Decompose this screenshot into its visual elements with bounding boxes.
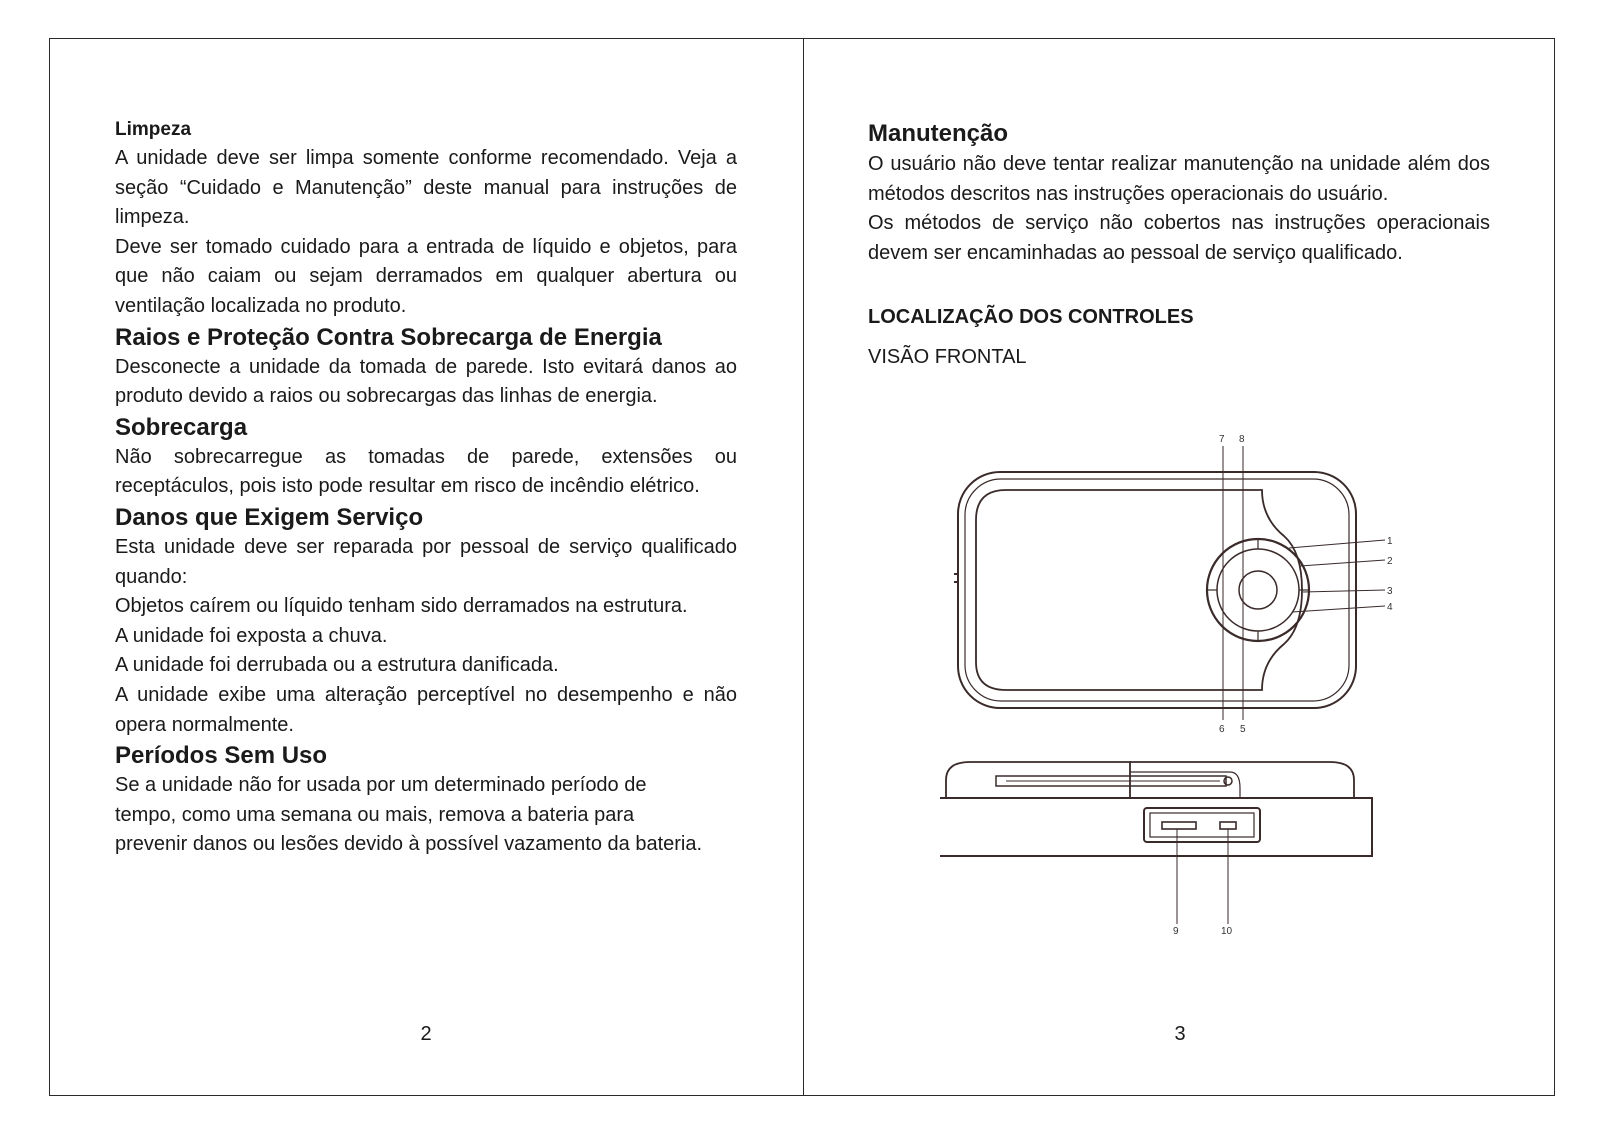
paragraph-limpeza-1: A unidade deve ser limpa somente conforme recomendado. Veja a seção “Cuidado e Manutenção” deste manual para instruções de limpeza. <box>115 147 737 229</box>
label-visao-frontal: VISÃO FRONTAL <box>868 346 1027 369</box>
paragraph-raios: Desconecte a unidade da tomada de parede. Isto evitará danos ao produto devido a raios ou sobrecargas das linhas de energia. <box>115 355 737 408</box>
paragraph-danos-5: A unidade exibe uma alteração perceptível no desempenho e não opera normalmente. <box>115 683 737 736</box>
callout-10: 10 <box>1221 926 1233 937</box>
page-3-content <box>868 112 1490 372</box>
device-screen-panel <box>976 490 1302 690</box>
control-dial-center <box>1239 571 1277 609</box>
page-2-content <box>115 112 737 860</box>
paragraph-manutencao-1: O usuário não deve tentar realizar manutenção na unidade além dos métodos descritos nas instruções operacionais do usuário. <box>868 153 1490 205</box>
device-top-view <box>940 762 1372 856</box>
paragraph-danos-2: Objetos caírem ou líquido tenham sido derramados na estrutura. <box>115 595 688 618</box>
paragraph-periodos: Se a unidade não for usada por um determinado período de tempo, como uma semana ou mais, remova a bateria para prevenir danos ou lesões devido à possível vazamento da bateria. <box>115 774 703 856</box>
paragraph-sobrecarga: Não sobrecarregue as tomadas de parede, extensões ou receptáculos, pois isto pode resultar em risco de incêndio elétrico. <box>115 445 737 498</box>
heading-manutencao: Manutenção <box>868 120 1009 147</box>
heading-raios: Raios e Proteção Contra Sobrecarga de Energia <box>115 323 662 351</box>
callout-5: 5 <box>1240 724 1246 735</box>
paragraph-danos-4: A unidade foi derrubada ou a estrutura danificada. <box>115 654 559 677</box>
page-divider <box>803 38 804 1096</box>
callout-4: 4 <box>1387 602 1393 613</box>
callout-6: 6 <box>1219 724 1225 735</box>
callout-3: 3 <box>1387 586 1393 597</box>
heading-sobrecarga: Sobrecarga <box>115 413 248 441</box>
paragraph-manutencao-2: Os métodos de serviço não cobertos nas instruções operacionais devem ser encaminhadas ao pessoal de serviço qualificado. <box>868 212 1490 264</box>
heading-limpeza: Limpeza <box>115 119 192 140</box>
control-dial-outer <box>1207 539 1309 641</box>
heading-localizacao-controles: LOCALIZAÇÃO DOS CONTROLES <box>868 306 1194 329</box>
heading-danos: Danos que Exigem Serviço <box>115 503 424 531</box>
page-number-left: 2 <box>420 1023 432 1045</box>
heading-periodos: Períodos Sem Uso <box>115 742 328 770</box>
callout-2: 2 <box>1387 556 1393 567</box>
paragraph-danos-1: Esta unidade deve ser reparada por pessoal de serviço qualificado quando: <box>115 535 737 588</box>
device-front-body <box>958 472 1356 708</box>
port-9 <box>1162 822 1196 829</box>
page-number-right: 3 <box>1174 1023 1186 1045</box>
device-diagram <box>940 432 1420 962</box>
callout-7: 7 <box>1219 434 1225 445</box>
callout-9: 9 <box>1173 926 1179 937</box>
paragraph-limpeza-2: Deve ser tomado cuidado para a entrada de líquido e objetos, para que não caiam ou sejam derramados em qualquer abertura ou ventilação localizada no produto. <box>115 235 737 317</box>
port-10 <box>1220 822 1236 829</box>
callout-8: 8 <box>1239 434 1245 445</box>
callout-1: 1 <box>1387 536 1393 547</box>
paragraph-danos-3: A unidade foi exposta a chuva. <box>115 624 388 647</box>
